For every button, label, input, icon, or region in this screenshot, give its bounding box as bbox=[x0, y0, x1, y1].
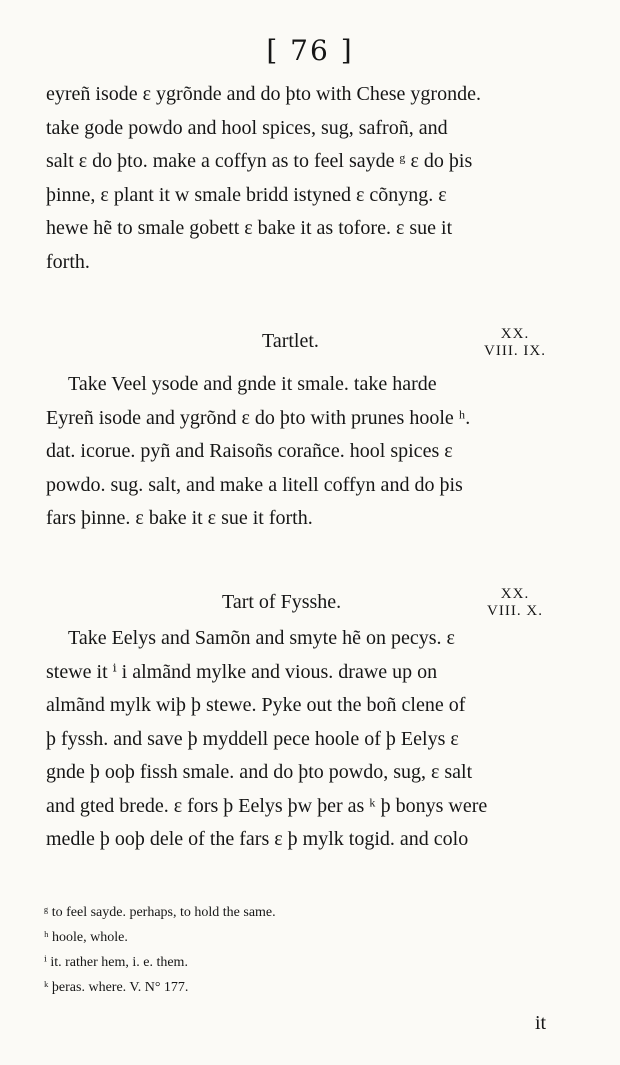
text-line: gnde þ ooþ fissh smale. and do þto powdo, sug, ɛ salt bbox=[46, 761, 473, 783]
recipe-reference-tart-of-fysshe bbox=[470, 586, 560, 620]
recipe-reference-tartlet bbox=[470, 326, 560, 360]
text-line: forth. bbox=[46, 250, 90, 273]
text-line: eyreñ isode ɛ ygrõnde and do þto with Chese ygronde. bbox=[46, 83, 481, 105]
text-line: powdo. sug. salt, and make a litell coffyn and do þis bbox=[46, 473, 463, 496]
continuation-paragraph bbox=[46, 78, 574, 279]
recipe-title-tartlet: Tartlet. bbox=[262, 330, 319, 352]
text-line: and gted brede. ɛ fors þ Eelys þw þer as ᵏ þ bonys were bbox=[46, 794, 488, 817]
text-line: stewe it ⁱ i almãnd mylke and vious. drawe up on bbox=[46, 660, 438, 683]
reference-bottom: VIII. IX. bbox=[484, 343, 546, 359]
footnote: ᵏ þeras. where. V. N° 177. bbox=[44, 980, 189, 995]
text-line: take gode powdo and hool spices, sug, safroñ, and bbox=[46, 116, 448, 139]
recipe-paragraph-tartlet bbox=[46, 368, 574, 536]
text-line: þ fyssh. and save þ myddell pece hoole of þ Eelys ɛ bbox=[46, 727, 459, 750]
page-number: [ 76 ] bbox=[266, 34, 354, 67]
text-line: þinne, ɛ plant it w smale bridd istyned ɛ cõnyng. ɛ bbox=[46, 183, 447, 206]
reference-top: XX. bbox=[500, 586, 530, 602]
reference-top: XX. bbox=[500, 326, 530, 342]
text-line: hewe hẽ to smale gobett ɛ bake it as tofore. ɛ sue it bbox=[46, 217, 453, 239]
text-line: almãnd mylk wiþ þ stewe. Pyke out the boñ clene of bbox=[46, 694, 466, 716]
footnotes bbox=[44, 900, 544, 1000]
text-line: Take Eelys and Samõn and smyte hẽ on pecys. ɛ bbox=[68, 627, 455, 649]
recipe-paragraph-tart-of-fysshe bbox=[46, 622, 574, 857]
catchword: it bbox=[535, 1012, 547, 1034]
text-line: medle þ ooþ dele of the fars ɛ þ mylk togid. and colo bbox=[46, 828, 469, 850]
recipe-title-tart-of-fysshe: Tart of Fysshe. bbox=[222, 591, 342, 613]
text-line: fars þinne. ɛ bake it ɛ sue it forth. bbox=[46, 507, 313, 529]
text-line: salt ɛ do þto. make a coffyn as to feel sayde ᵍ ɛ do þis bbox=[46, 150, 473, 172]
text-line: Take Veel ysode and gnde it smale. take harde bbox=[68, 373, 437, 395]
footnote: ⁱ it. rather hem, i. e. them. bbox=[44, 955, 188, 970]
text-line: Eyreñ isode and ygrõnd ɛ do þto with prunes hoole ʰ. bbox=[46, 406, 471, 429]
text-line: dat. icorue. pyñ and Raisoñs corañce. hool spices ɛ bbox=[46, 440, 453, 462]
reference-bottom: VIII. X. bbox=[487, 603, 543, 619]
footnote: ᵍ to feel sayde. perhaps, to hold the same. bbox=[44, 905, 276, 920]
footnote: ʰ hoole, whole. bbox=[44, 930, 128, 945]
